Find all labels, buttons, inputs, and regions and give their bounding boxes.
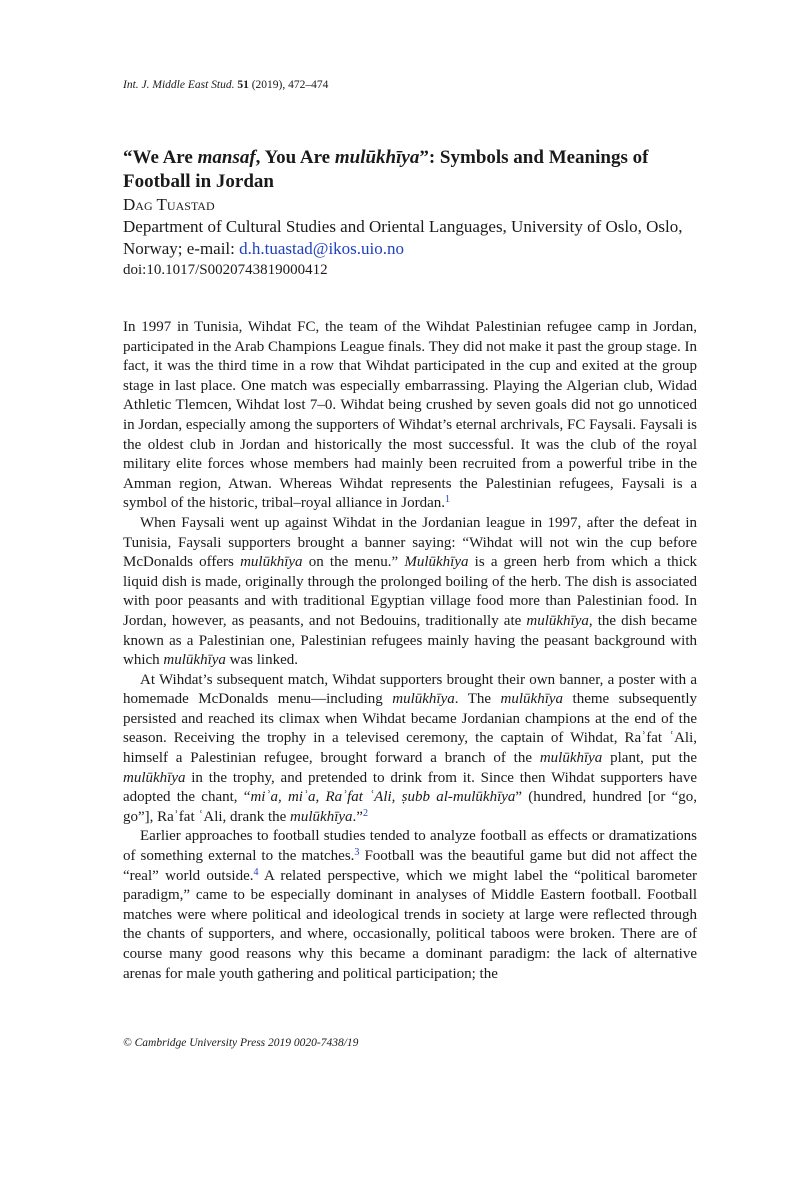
- title-italic: mulūkhīya: [334, 147, 420, 168]
- title-italic: mansaf: [197, 147, 256, 168]
- italic-term: mulūkhīya: [163, 652, 226, 669]
- year-pages: (2019), 472–474: [248, 79, 329, 91]
- title-text: “We Are: [123, 147, 198, 168]
- journal-name: Int. J. Middle East Stud.: [123, 79, 235, 91]
- author-name: Dag Tuastad: [123, 195, 215, 214]
- paragraph-text: At Wihdat’s subsequent match, Wihdat supporters brought their own banner, a poster with a homemade McDonalds menu—including: [123, 671, 697, 708]
- footnote-ref-2[interactable]: 2: [362, 807, 368, 819]
- paragraph-text: theme subsequently persisted and reached its climax when Wihdat became Jordanian champions at the end of the season. Receiving the trophy in a televised ceremony, the captain of Wihdat, Raʾfat ʿAli, himself a Palestinian refugee, brought forward a branch of the: [123, 691, 697, 767]
- copyright-footer: © Cambridge University Press 2019 0020-7438/19: [123, 1037, 359, 1049]
- italic-term: mulūkhīya: [539, 750, 603, 767]
- running-head: [123, 79, 328, 91]
- paragraph-text: Earlier approaches to football studies tended to analyze football as effects or dramatizations of something external to the matches.: [123, 828, 697, 865]
- footnote-ref-4[interactable]: 4: [253, 866, 259, 878]
- italic-term: mulūkhīya: [123, 769, 186, 786]
- paragraph-text: was linked.: [225, 652, 298, 669]
- title-text: ”: Symbols and Meanings of Football in Jordan: [123, 147, 649, 192]
- paragraph-text: When Faysali went up against Wihdat in the Jordanian league in 1997, after the defeat in Tunisia, Faysali supporters brought a banner saying: “Wihdat will not win the cup before McDonalds offers: [123, 514, 697, 571]
- italic-term: mulūkhīya: [392, 691, 455, 708]
- paragraph-text: plant, put the: [602, 750, 697, 767]
- paragraph-text: is a green herb from which a thick liquid dish is made, originally through the prolonged boiling of the herb. The dish is associated with poor peasants and with traditional Egyptian village food more than Palestinian food. In Jordan, however, as peasants, and not Bedouins, traditionally ate: [123, 554, 698, 629]
- italic-term: mulūkhīya: [500, 691, 564, 708]
- paragraph-text: on the menu.”: [302, 554, 405, 571]
- paragraph-text: in the trophy, and pretended to drink from it. Since then Wihdat supporters have adopted the chant, “: [123, 769, 697, 806]
- paragraph-1: [123, 318, 697, 514]
- article-title: [123, 146, 697, 194]
- paragraph-text: Football was the beautiful game but did not affect the “real” world outside.: [123, 848, 698, 884]
- paragraph-text: .”: [352, 808, 363, 825]
- title-text: , You Are: [255, 147, 335, 168]
- footnote-ref-1[interactable]: 1: [445, 494, 451, 506]
- article-header: [123, 146, 697, 280]
- paragraph-4: [123, 827, 697, 984]
- italic-term: Mulūkhīya: [404, 554, 469, 571]
- italic-chant: miʾa, miʾa, Raʾfat ʿAli, ṣubb al-mulūkhīya: [250, 789, 516, 806]
- paragraph-text: . The: [454, 691, 501, 708]
- volume-number: 51: [237, 79, 249, 91]
- affiliation-text: Department of Cultural Studies and Oriental Languages, University of Oslo, Oslo, Norway; e-mail:: [123, 217, 683, 258]
- italic-term: mulūkhīya: [240, 554, 303, 571]
- italic-term: mulūkhīya: [526, 612, 589, 629]
- footnote-ref-3[interactable]: 3: [354, 847, 360, 859]
- author-affiliation: [123, 216, 697, 260]
- email-link[interactable]: d.h.tuastad@ikos.uio.no: [239, 239, 405, 258]
- paragraph-text: ” (hundred, hundred [or “go, go”], Raʾfat ʿAli, drank the: [123, 789, 698, 825]
- article-body: [123, 318, 697, 984]
- paragraph-2: [123, 514, 697, 671]
- paragraph-3: [123, 671, 697, 828]
- paragraph-text: A related perspective, which we might label the “political barometer paradigm,” came to be especially dominant in analyses of Middle Eastern football. Football matches were where political and ideological trends in society at large were reflected through the chants of supporters, and where, occasionally, political taboos were broken. There are of course many good reasons why this became a dominant paradigm: the lack of alternative arenas for male youth gathering and political participation; the: [123, 867, 697, 982]
- paragraph-text: , the dish became known as a Palestinian one, Palestinian refugees mainly having the peasant background with which: [123, 612, 697, 669]
- doi: doi:10.1017/S0020743819000412: [123, 262, 328, 278]
- paragraph-text: In 1997 in Tunisia, Wihdat FC, the team of the Wihdat Palestinian refugee camp in Jordan, participated in the Arab Champions League finals. They did not make it past the group stage. In fact, it was the third time in a row that Wihdat participated in the cup and exited at the group stage in last place. One match was especially embarrassing. Playing the Algerian club, Widad Athletic Tlemcen, Wihdat lost 7–0. Wihdat being crushed by seven goals did not go unnoticed in Jordan, especially among the supporters of Wihdat’s eternal archrivals, FC Faysali. Faysali is the oldest club in Jordan and historically the most successful. It was the club of the royal military elite forces whose members had mainly been recruited from a powerful tribe in the Amman region, Atwan. Whereas Wihdat represents the Palestinian refugees, Faysali is a symbol of the historic, tribal–royal alliance in Jordan.: [123, 319, 697, 512]
- italic-term: mulūkhīya: [290, 808, 353, 825]
